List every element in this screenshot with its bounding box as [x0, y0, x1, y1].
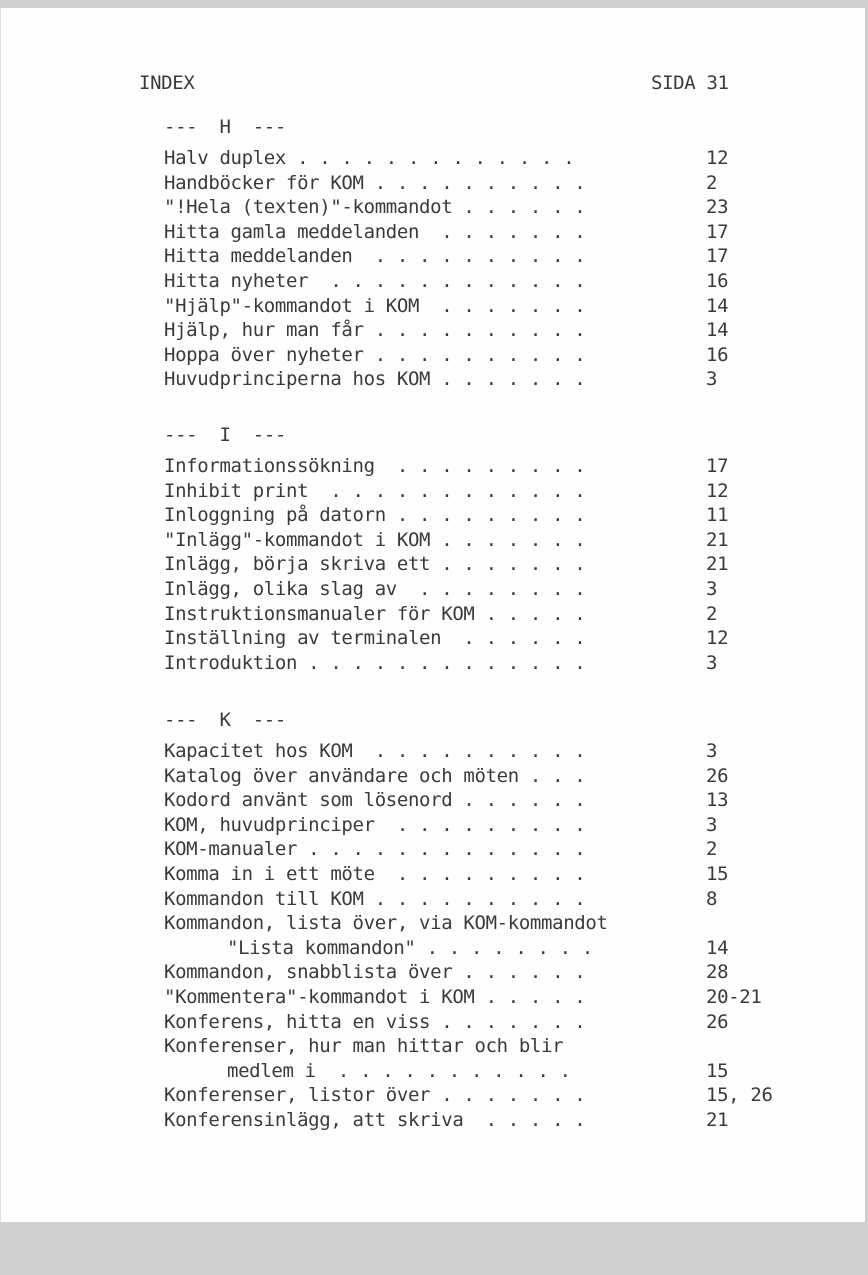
- index-entry-page: 23: [706, 196, 729, 218]
- index-entry: Kommandon, lista över, via KOM-kommandot: [164, 912, 608, 934]
- index-entry: Instruktionsmanualer för KOM . . . . .: [164, 603, 586, 625]
- index-entry-page: 8: [706, 888, 718, 910]
- index-entry-page: 15: [706, 863, 729, 885]
- index-entry-page: 3: [706, 578, 718, 600]
- index-entry-page: 16: [706, 270, 729, 292]
- index-entry: Inlägg, börja skriva ett . . . . . . .: [164, 553, 586, 575]
- index-entry: Inhibit print . . . . . . . . . . . .: [164, 480, 586, 502]
- index-entry: Hoppa över nyheter . . . . . . . . . .: [164, 344, 586, 366]
- index-entry: Kommandon, snabblista över . . . . . .: [164, 961, 586, 983]
- index-entry: Halv duplex . . . . . . . . . . . . .: [164, 147, 575, 169]
- index-page: [0, 8, 865, 1222]
- index-entry-page: 17: [706, 245, 729, 267]
- section-heading: --- K ---: [164, 709, 286, 731]
- index-entry: KOM-manualer . . . . . . . . . . . . .: [164, 838, 586, 860]
- index-entry: "Kommentera"-kommandot i KOM . . . . .: [164, 986, 586, 1008]
- index-entry-page: 14: [706, 319, 729, 341]
- index-entry-page: 14: [706, 295, 729, 317]
- index-entry-page: 12: [706, 147, 729, 169]
- index-entry: Kodord använt som lösenord . . . . . .: [164, 789, 586, 811]
- index-entry: Hjälp, hur man får . . . . . . . . . .: [164, 319, 586, 341]
- index-entry: Introduktion . . . . . . . . . . . . .: [164, 652, 586, 674]
- index-entry-page: 3: [706, 814, 718, 836]
- index-entry: "Hjälp"-kommandot i KOM . . . . . . .: [164, 295, 586, 317]
- index-entry: Inlägg, olika slag av . . . . . . . .: [164, 578, 586, 600]
- header-title: INDEX: [139, 72, 195, 94]
- index-entry-page: 28: [706, 961, 729, 983]
- index-entry-page: 2: [706, 603, 718, 625]
- index-entry-page: 12: [706, 627, 729, 649]
- index-entry: Huvudprinciperna hos KOM . . . . . . .: [164, 368, 586, 390]
- index-entry-page: 11: [706, 504, 729, 526]
- index-entry-page: 13: [706, 789, 729, 811]
- index-entry: Konferensinlägg, att skriva . . . . .: [164, 1109, 586, 1131]
- index-entry: Inloggning på datorn . . . . . . . . .: [164, 504, 586, 526]
- section-heading: --- I ---: [164, 424, 286, 446]
- index-entry-page: 21: [706, 529, 729, 551]
- index-entry-page: 17: [706, 221, 729, 243]
- index-entry-page: 21: [706, 1109, 729, 1131]
- index-entry: "Inlägg"-kommandot i KOM . . . . . . .: [164, 529, 586, 551]
- index-entry: "Lista kommandon" . . . . . . . .: [227, 937, 593, 959]
- index-entry-page: 2: [706, 172, 718, 194]
- index-entry-page: 3: [706, 368, 718, 390]
- index-entry: Konferenser, hur man hittar och blir: [164, 1035, 564, 1057]
- index-entry-page: 26: [706, 1011, 729, 1033]
- index-entry: Konferenser, listor över . . . . . . .: [164, 1084, 586, 1106]
- index-entry: Handböcker för KOM . . . . . . . . . .: [164, 172, 586, 194]
- index-entry-page: 21: [706, 553, 729, 575]
- index-entry-page: 15: [706, 1060, 729, 1082]
- index-entry-page: 3: [706, 652, 718, 674]
- index-entry: Hitta nyheter . . . . . . . . . . . .: [164, 270, 586, 292]
- index-entry: Inställning av terminalen . . . . . .: [164, 627, 586, 649]
- index-entry-page: 12: [706, 480, 729, 502]
- index-entry: Kommandon till KOM . . . . . . . . . .: [164, 888, 586, 910]
- index-entry: Hitta meddelanden . . . . . . . . . .: [164, 245, 586, 267]
- index-entry: medlem i . . . . . . . . . . .: [227, 1060, 571, 1082]
- index-entry-page: 26: [706, 765, 729, 787]
- index-entry: Informationssökning . . . . . . . . .: [164, 455, 586, 477]
- section-heading: --- H ---: [164, 116, 286, 138]
- index-entry-page: 20-21: [706, 986, 762, 1008]
- index-entry-page: 3: [706, 740, 718, 762]
- index-entry-page: 2: [706, 838, 718, 860]
- header-page-number: SIDA 31: [651, 72, 729, 94]
- index-entry: Kapacitet hos KOM . . . . . . . . . .: [164, 740, 586, 762]
- index-entry-page: 16: [706, 344, 729, 366]
- index-entry: Katalog över användare och möten . . .: [164, 765, 586, 787]
- index-entry-page: 15, 26: [706, 1084, 773, 1106]
- index-entry: "!Hela (texten)"-kommandot . . . . . .: [164, 196, 586, 218]
- index-entry-page: 14: [706, 937, 729, 959]
- index-entry-page: 17: [706, 455, 729, 477]
- index-entry: Komma in i ett möte . . . . . . . . .: [164, 863, 586, 885]
- index-entry: Konferens, hitta en viss . . . . . . .: [164, 1011, 586, 1033]
- index-entry: Hitta gamla meddelanden . . . . . . .: [164, 221, 586, 243]
- index-entry: KOM, huvudprinciper . . . . . . . . .: [164, 814, 586, 836]
